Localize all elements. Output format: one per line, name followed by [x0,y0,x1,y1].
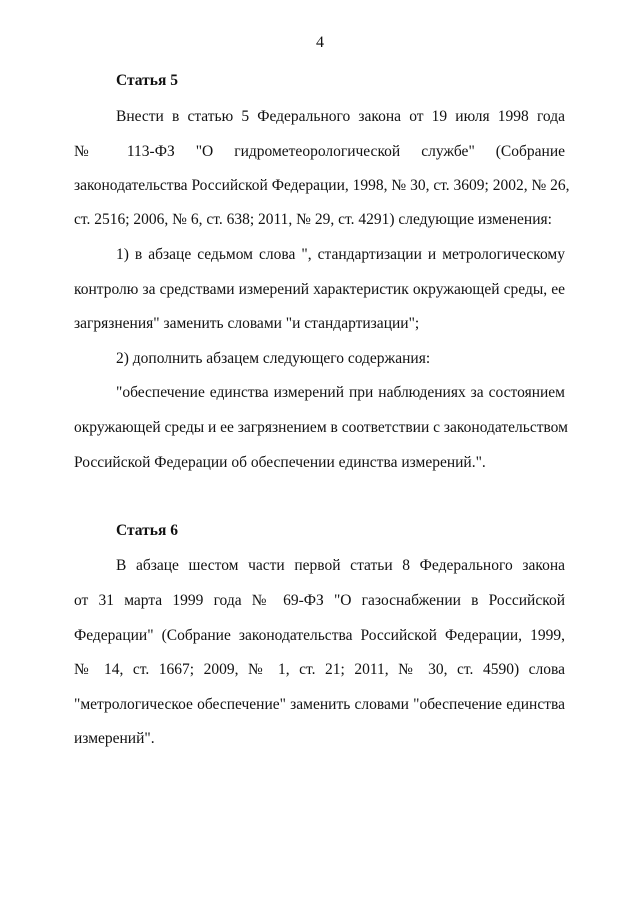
article-5-line: № 113-ФЗ "О гидрометеорологической службе" (Собрание [74,143,565,160]
article-5-line: законодательства Российской Федерации, 1998, № 30, ст. 3609; 2002, № 26, [74,177,570,194]
article-5-line: ст. 2516; 2006, № 6, ст. 638; 2011, № 29, ст. 4291) следующие изменения: [74,211,552,228]
article-6-line: измерений". [74,730,155,747]
article-5-heading: Статья 5 [116,72,178,89]
article-5-line: 2) дополнить абзацем следующего содержания: [116,350,431,367]
article-5-line: контролю за средствами измерений характеристик окружающей среды, ее [74,281,565,298]
article-6-line: от 31 марта 1999 года № 69-ФЗ "О газоснабжении в Российской [74,592,565,609]
page-number: 4 [316,34,324,51]
article-5-line: Внести в статью 5 Федерального закона от 19 июля 1998 года [116,108,565,125]
article-6-heading: Статья 6 [116,522,178,539]
article-5-line: "обеспечение единства измерений при наблюдениях за состоянием [116,384,565,401]
article-6-line: № 14, ст. 1667; 2009, № 1, ст. 21; 2011, № 30, ст. 4590) слова [74,661,565,678]
article-6-line: Федерации" (Собрание законодательства Российской Федерации, 1999, [74,627,565,644]
article-5-line: 1) в абзаце седьмом слова ", стандартизации и метрологическому [116,246,565,263]
article-6-line: В абзаце шестом части первой статьи 8 Федерального закона [116,557,565,574]
article-5-line: загрязнения" заменить словами "и стандартизации"; [74,315,420,332]
article-5-line: Российской Федерации об обеспечении единства измерений.". [74,454,486,471]
article-5-line: окружающей среды и ее загрязнением в соответствии с законодательством [74,419,568,436]
article-6-line: "метрологическое обеспечение" заменить словами "обеспечение единства [74,696,565,713]
